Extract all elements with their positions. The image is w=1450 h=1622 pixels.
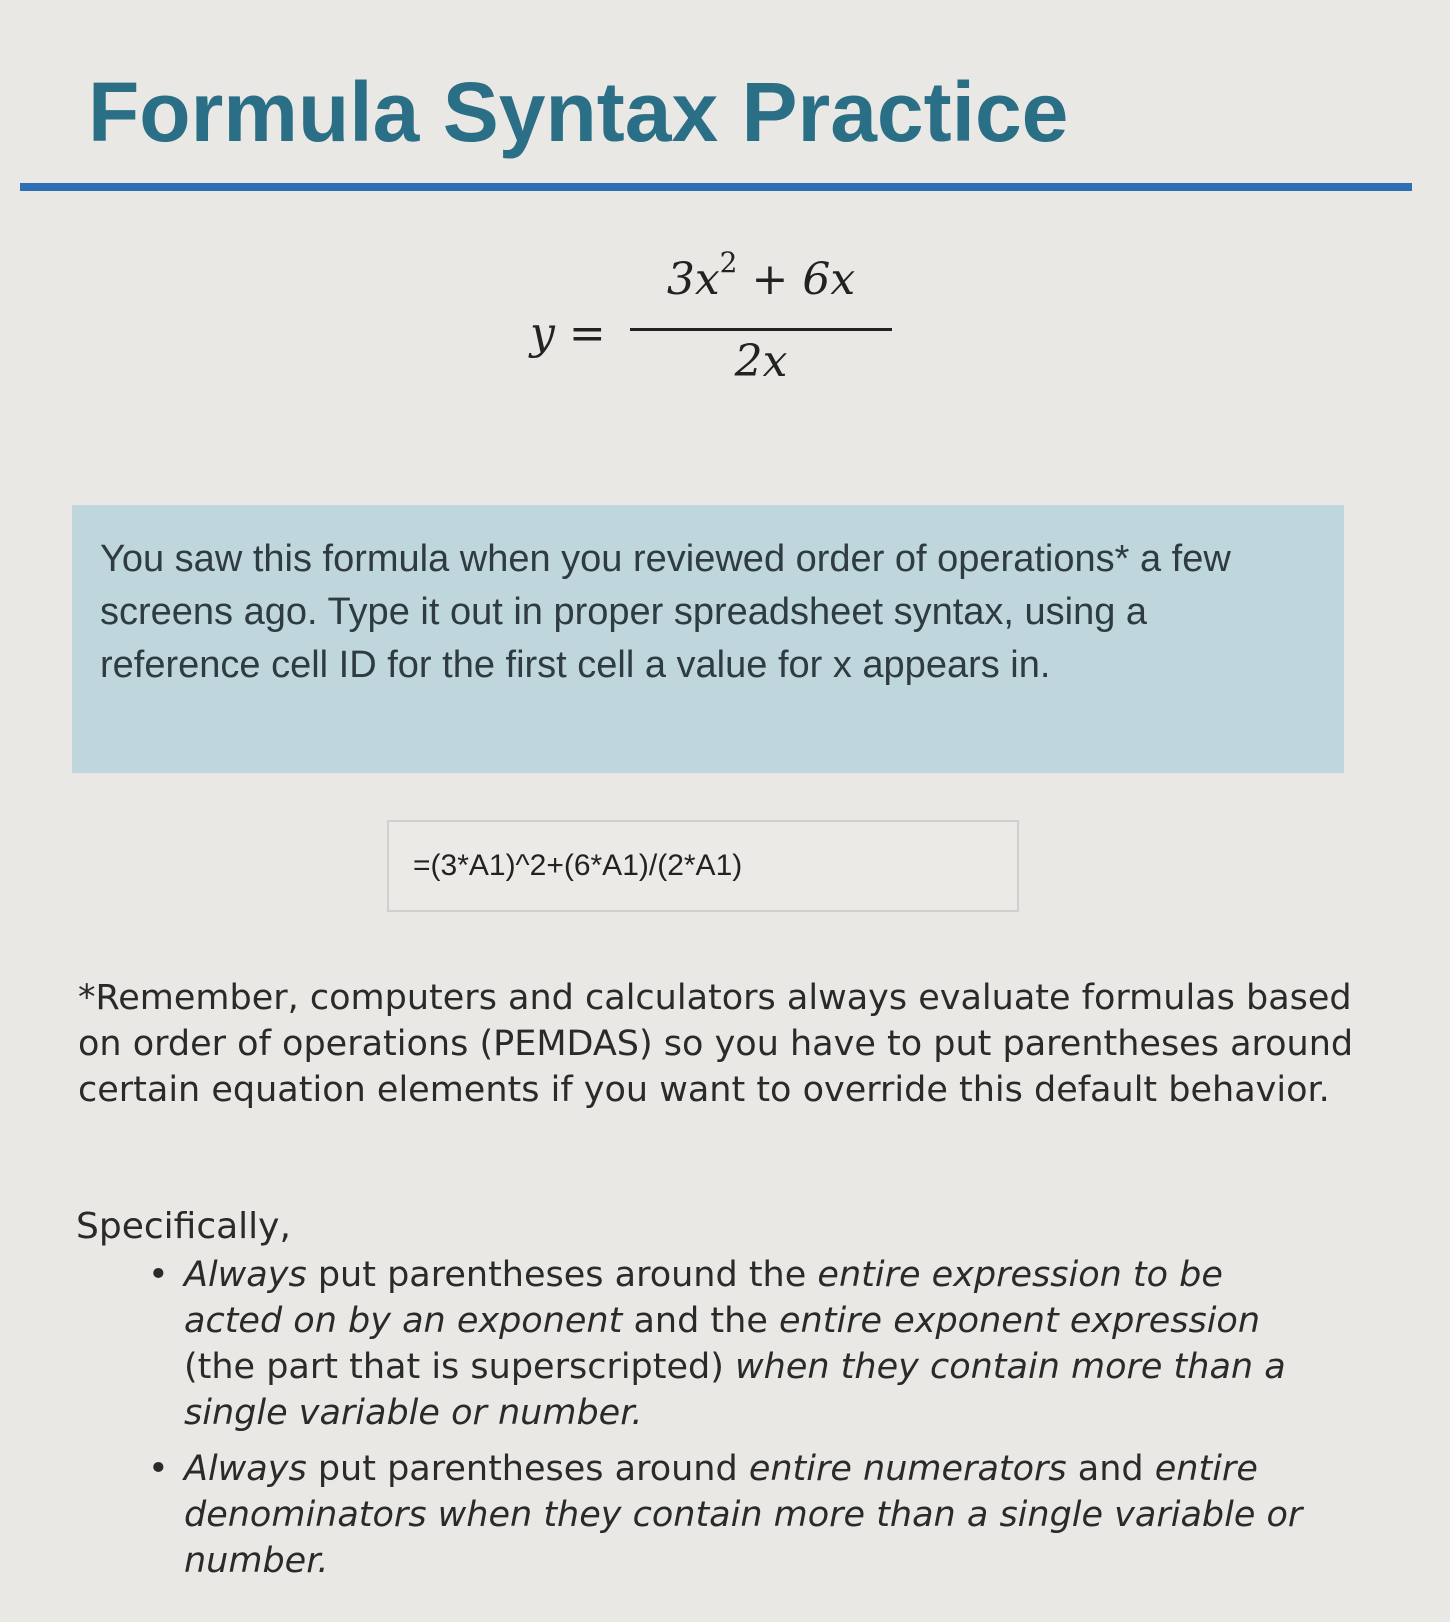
item-text-italic: when they contain more than a single variable or number.: [184, 1347, 1286, 1433]
specifically-heading: Specifically,: [76, 1206, 291, 1247]
item-text-italic: entire numerators: [748, 1449, 1067, 1489]
item-text-italic: Always: [184, 1255, 307, 1295]
item-text: (the part that is superscripted): [184, 1347, 736, 1387]
numerator-term-b: + 6x: [737, 254, 856, 305]
instruction-box: [72, 505, 1344, 773]
item-text-italic: entire denominators when they contain more than a single variable or number.: [184, 1449, 1303, 1581]
item-text: put parentheses around the: [306, 1255, 818, 1295]
formula-display: [530, 246, 890, 400]
list-item: [0, 1446, 1440, 1584]
answer-input[interactable]: [387, 820, 1019, 912]
formula-lhs: y =: [530, 308, 606, 359]
item-text: put parentheses around: [306, 1449, 749, 1489]
numerator-term-a: 3x: [666, 254, 720, 305]
fraction-bar: [630, 328, 892, 331]
item-text-italic: entire exponent expression: [779, 1301, 1261, 1341]
item-text: and the: [622, 1301, 779, 1341]
formula-numerator: [630, 246, 892, 305]
item-text: and: [1066, 1449, 1155, 1489]
item-text-italic: entire expression to be acted on by an exponent: [184, 1255, 1223, 1341]
bullet-icon: •: [148, 1449, 169, 1489]
numerator-exponent: 2: [719, 246, 738, 279]
title-divider: [20, 183, 1412, 191]
item-text-italic: Always: [184, 1449, 307, 1489]
specifically-list: [0, 1252, 1440, 1594]
list-item: [0, 1252, 1440, 1436]
formula-denominator: 2x: [734, 336, 788, 387]
instruction-text: You saw this formula when you reviewed order of operations* a few screens ago. Type it out in proper spreadsheet syntax, using a reference cell ID for the first cell a value for x appears in.: [100, 538, 1231, 686]
bullet-icon: •: [148, 1255, 169, 1295]
pemdas-note: *Remember, computers and calculators always evaluate formulas based on order of operations (PEMDAS) so you have to put parentheses around certain equation elements if you want to override this default behavior.: [78, 978, 1354, 1110]
formula-fraction: [630, 246, 892, 400]
page-title: Formula Syntax Practice: [88, 65, 1069, 159]
